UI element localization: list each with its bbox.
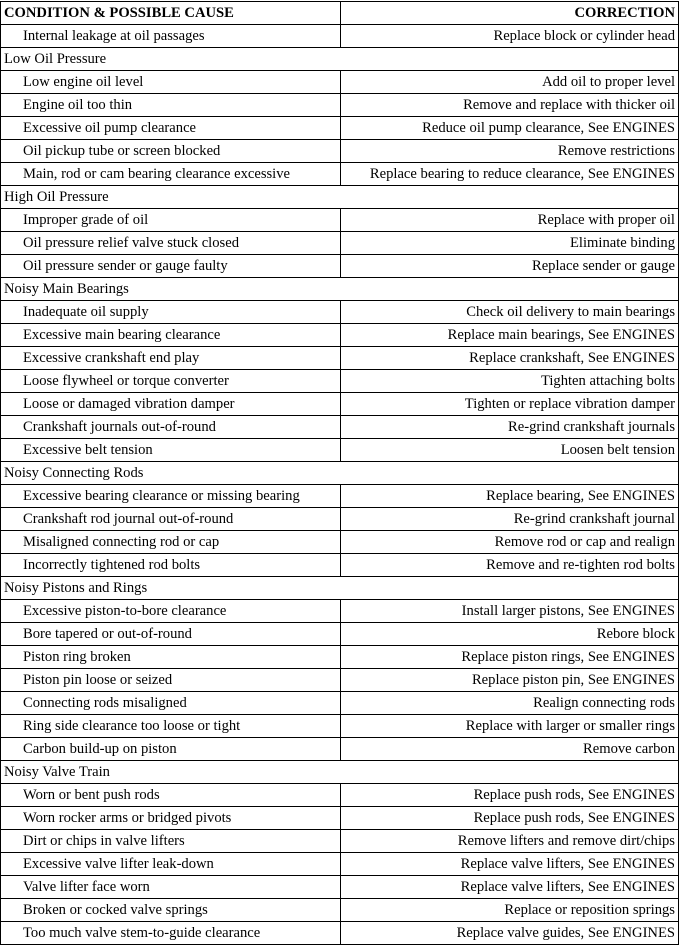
table-body bbox=[1, 25, 679, 945]
cause-cell: Carbon build-up on piston bbox=[1, 738, 341, 761]
table-row bbox=[1, 531, 679, 554]
correction-cell: Replace valve guides, See ENGINES bbox=[341, 922, 679, 945]
table-row bbox=[1, 71, 679, 94]
correction-cell: Replace sender or gauge bbox=[341, 255, 679, 278]
cause-cell: Excessive oil pump clearance bbox=[1, 117, 341, 140]
cause-cell: Crankshaft rod journal out-of-round bbox=[1, 508, 341, 531]
correction-cell: Remove carbon bbox=[341, 738, 679, 761]
correction-cell: Remove rod or cap and realign bbox=[341, 531, 679, 554]
correction-cell: Remove lifters and remove dirt/chips bbox=[341, 830, 679, 853]
correction-cell: Replace or reposition springs bbox=[341, 899, 679, 922]
cause-cell: Excessive crankshaft end play bbox=[1, 347, 341, 370]
header-correction: CORRECTION bbox=[341, 2, 679, 25]
table-row bbox=[1, 784, 679, 807]
table-row bbox=[1, 623, 679, 646]
table-row bbox=[1, 830, 679, 853]
cause-cell: Worn or bent push rods bbox=[1, 784, 341, 807]
cause-cell: Internal leakage at oil passages bbox=[1, 25, 341, 48]
correction-cell: Replace bearing, See ENGINES bbox=[341, 485, 679, 508]
table-row bbox=[1, 25, 679, 48]
correction-cell: Tighten attaching bolts bbox=[341, 370, 679, 393]
cause-cell: Worn rocker arms or bridged pivots bbox=[1, 807, 341, 830]
cause-cell: Engine oil too thin bbox=[1, 94, 341, 117]
correction-cell: Reduce oil pump clearance, See ENGINES bbox=[341, 117, 679, 140]
correction-cell: Rebore block bbox=[341, 623, 679, 646]
correction-cell: Replace bearing to reduce clearance, See ENGINES bbox=[341, 163, 679, 186]
section-row bbox=[1, 761, 679, 784]
table-row bbox=[1, 876, 679, 899]
section-row bbox=[1, 462, 679, 485]
correction-cell: Re-grind crankshaft journal bbox=[341, 508, 679, 531]
cause-cell: Dirt or chips in valve lifters bbox=[1, 830, 341, 853]
cause-cell: Oil pressure relief valve stuck closed bbox=[1, 232, 341, 255]
correction-cell: Replace with larger or smaller rings bbox=[341, 715, 679, 738]
cause-cell: Piston pin loose or seized bbox=[1, 669, 341, 692]
table-row bbox=[1, 738, 679, 761]
correction-cell: Install larger pistons, See ENGINES bbox=[341, 600, 679, 623]
correction-cell: Check oil delivery to main bearings bbox=[341, 301, 679, 324]
correction-cell: Replace with proper oil bbox=[341, 209, 679, 232]
correction-cell: Replace valve lifters, See ENGINES bbox=[341, 876, 679, 899]
table-row bbox=[1, 715, 679, 738]
cause-cell: Connecting rods misaligned bbox=[1, 692, 341, 715]
diagnosis-table bbox=[0, 1, 679, 945]
correction-cell: Replace push rods, See ENGINES bbox=[341, 807, 679, 830]
table-row bbox=[1, 554, 679, 577]
correction-cell: Re-grind crankshaft journals bbox=[341, 416, 679, 439]
table-row bbox=[1, 646, 679, 669]
cause-cell: Oil pickup tube or screen blocked bbox=[1, 140, 341, 163]
table-row bbox=[1, 922, 679, 945]
cause-cell: Excessive valve lifter leak-down bbox=[1, 853, 341, 876]
table-row bbox=[1, 94, 679, 117]
cause-cell: Excessive piston-to-bore clearance bbox=[1, 600, 341, 623]
table-row bbox=[1, 255, 679, 278]
cause-cell: Piston ring broken bbox=[1, 646, 341, 669]
table-row bbox=[1, 508, 679, 531]
table-row bbox=[1, 347, 679, 370]
table-row bbox=[1, 439, 679, 462]
correction-cell: Realign connecting rods bbox=[341, 692, 679, 715]
cause-cell: Main, rod or cam bearing clearance excessive bbox=[1, 163, 341, 186]
correction-cell: Add oil to proper level bbox=[341, 71, 679, 94]
table-header-row bbox=[1, 2, 679, 25]
cause-cell: Valve lifter face worn bbox=[1, 876, 341, 899]
correction-cell: Replace crankshaft, See ENGINES bbox=[341, 347, 679, 370]
header-cause: CONDITION & POSSIBLE CAUSE bbox=[1, 2, 341, 25]
section-row bbox=[1, 577, 679, 600]
table-row bbox=[1, 140, 679, 163]
table-row bbox=[1, 117, 679, 140]
cause-cell: Loose flywheel or torque converter bbox=[1, 370, 341, 393]
table-row bbox=[1, 853, 679, 876]
correction-cell: Remove and replace with thicker oil bbox=[341, 94, 679, 117]
table-row bbox=[1, 692, 679, 715]
section-title: Noisy Connecting Rods bbox=[1, 462, 679, 485]
section-row bbox=[1, 186, 679, 209]
table-row bbox=[1, 669, 679, 692]
section-title: High Oil Pressure bbox=[1, 186, 679, 209]
cause-cell: Improper grade of oil bbox=[1, 209, 341, 232]
correction-cell: Replace piston pin, See ENGINES bbox=[341, 669, 679, 692]
table-row bbox=[1, 807, 679, 830]
table-row bbox=[1, 393, 679, 416]
cause-cell: Misaligned connecting rod or cap bbox=[1, 531, 341, 554]
table-row bbox=[1, 232, 679, 255]
cause-cell: Broken or cocked valve springs bbox=[1, 899, 341, 922]
correction-cell: Eliminate binding bbox=[341, 232, 679, 255]
correction-cell: Replace main bearings, See ENGINES bbox=[341, 324, 679, 347]
cause-cell: Loose or damaged vibration damper bbox=[1, 393, 341, 416]
correction-cell: Replace valve lifters, See ENGINES bbox=[341, 853, 679, 876]
table-row bbox=[1, 416, 679, 439]
section-row bbox=[1, 278, 679, 301]
cause-cell: Incorrectly tightened rod bolts bbox=[1, 554, 341, 577]
correction-cell: Replace block or cylinder head bbox=[341, 25, 679, 48]
cause-cell: Oil pressure sender or gauge faulty bbox=[1, 255, 341, 278]
cause-cell: Low engine oil level bbox=[1, 71, 341, 94]
section-row bbox=[1, 48, 679, 71]
table-row bbox=[1, 600, 679, 623]
section-title: Noisy Valve Train bbox=[1, 761, 679, 784]
correction-cell: Replace piston rings, See ENGINES bbox=[341, 646, 679, 669]
table-row bbox=[1, 301, 679, 324]
cause-cell: Excessive main bearing clearance bbox=[1, 324, 341, 347]
correction-cell: Replace push rods, See ENGINES bbox=[341, 784, 679, 807]
table-row bbox=[1, 324, 679, 347]
cause-cell: Inadequate oil supply bbox=[1, 301, 341, 324]
cause-cell: Ring side clearance too loose or tight bbox=[1, 715, 341, 738]
table-row bbox=[1, 899, 679, 922]
cause-cell: Excessive belt tension bbox=[1, 439, 341, 462]
section-title: Low Oil Pressure bbox=[1, 48, 679, 71]
cause-cell: Too much valve stem-to-guide clearance bbox=[1, 922, 341, 945]
section-title: Noisy Pistons and Rings bbox=[1, 577, 679, 600]
table-row bbox=[1, 163, 679, 186]
table-row bbox=[1, 485, 679, 508]
correction-cell: Loosen belt tension bbox=[341, 439, 679, 462]
section-title: Noisy Main Bearings bbox=[1, 278, 679, 301]
correction-cell: Remove and re-tighten rod bolts bbox=[341, 554, 679, 577]
cause-cell: Bore tapered or out-of-round bbox=[1, 623, 341, 646]
table-row bbox=[1, 370, 679, 393]
correction-cell: Remove restrictions bbox=[341, 140, 679, 163]
cause-cell: Excessive bearing clearance or missing bearing bbox=[1, 485, 341, 508]
cause-cell: Crankshaft journals out-of-round bbox=[1, 416, 341, 439]
table-row bbox=[1, 209, 679, 232]
correction-cell: Tighten or replace vibration damper bbox=[341, 393, 679, 416]
